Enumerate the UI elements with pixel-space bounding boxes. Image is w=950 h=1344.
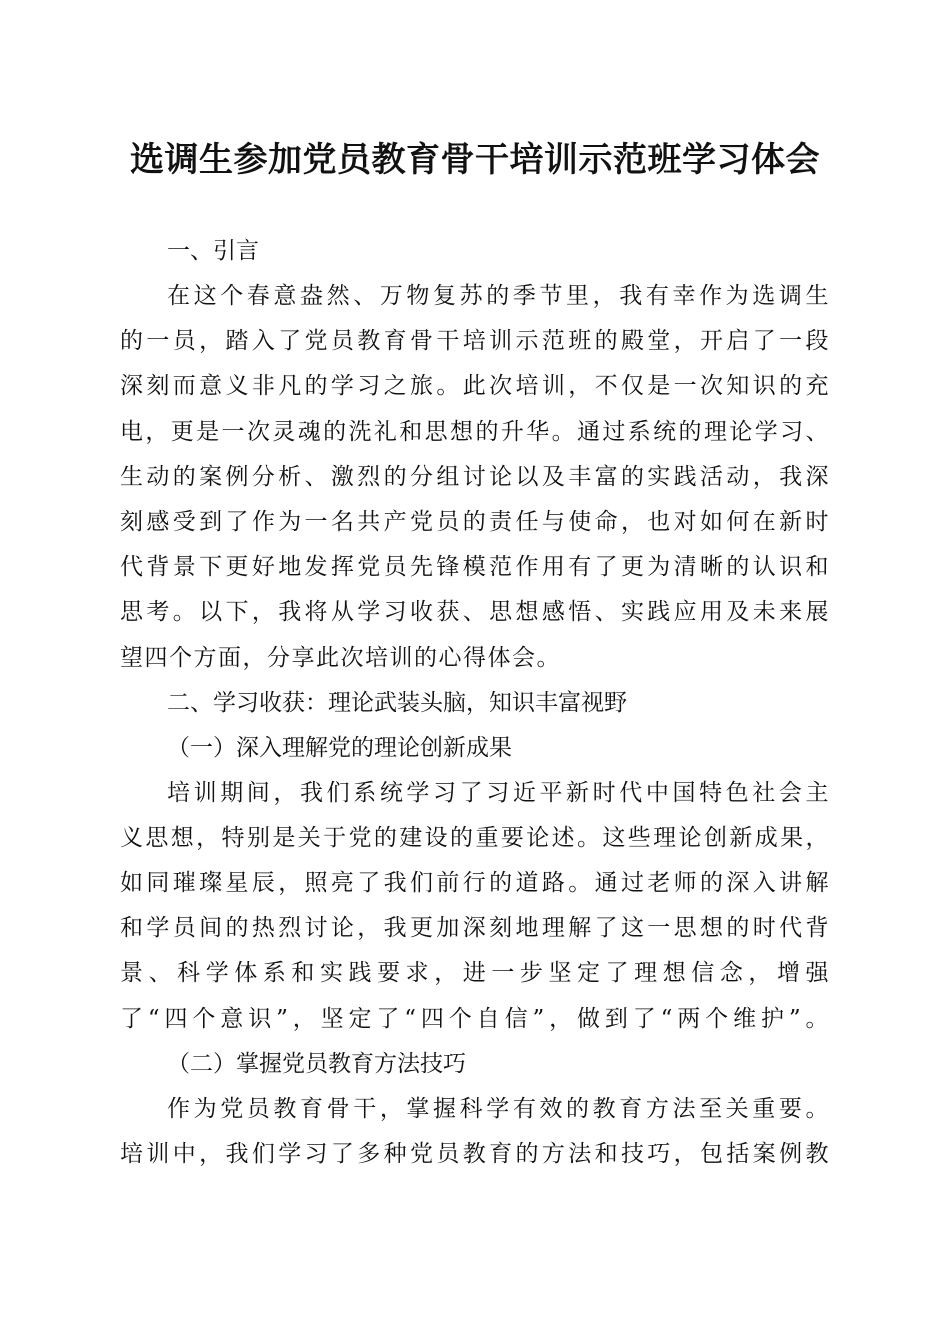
paragraph-line: 代背景下更好地发挥党员先锋模范作用有了更为清晰的认识和 — [120, 554, 830, 581]
paragraph-line: 深刻而意义非凡的学习之旅。此次培训，不仅是一次知识的充 — [120, 373, 830, 400]
subsection-heading-methods: （二）掌握党员教育方法技巧 — [167, 1050, 466, 1077]
paragraph-line: 生动的案例分析、激烈的分组讨论以及丰富的实践活动，我深 — [120, 463, 830, 490]
paragraph-line: 培训中，我们学习了多种党员教育的方法和技巧，包括案例教 — [120, 1141, 830, 1167]
section-heading-intro: 一、引言 — [167, 238, 259, 264]
methods-paragraph — [120, 1087, 830, 1177]
paragraph-line: 和学员间的热烈讨论，我更加深刻地理解了这一思想的时代背 — [120, 915, 830, 942]
paragraph-line: 望四个方面，分享此次培训的心得体会。 — [120, 644, 561, 671]
theory-paragraph — [120, 771, 830, 1042]
paragraph-line: 思考。以下，我将从学习收获、思想感悟、实践应用及未来展 — [120, 599, 830, 626]
paragraph-line: 的一员，踏入了党员教育骨干培训示范班的殿堂，开启了一段 — [120, 328, 830, 355]
document-title: 选调生参加党员教育骨干培训示范班学习体会 — [130, 140, 820, 180]
paragraph-line: 电，更是一次灵魂的洗礼和思想的升华。通过系统的理论学习、 — [120, 418, 830, 445]
intro-paragraph — [120, 274, 830, 681]
paragraph-line: 在这个春意盎然、万物复苏的季节里，我有幸作为选调生 — [167, 283, 830, 309]
document-body — [120, 229, 830, 1177]
paragraph-line: 义思想，特别是关于党的建设的重要论述。这些理论创新成果， — [120, 824, 830, 851]
section-heading-gains: 二、学习收获：理论武装头脑，知识丰富视野 — [167, 689, 627, 716]
subsection-heading-theory: （一）深入理解党的理论创新成果 — [167, 734, 512, 761]
paragraph-line: 了“四个意识”，坚定了“四个自信”，做到了“两个维护”。 — [120, 1005, 830, 1032]
paragraph-line: 培训期间，我们系统学习了习近平新时代中国特色社会主 — [167, 779, 830, 806]
paragraph-line: 景、科学体系和实践要求，进一步坚定了理想信念，增强 — [120, 960, 830, 987]
paragraph-line: 如同璀璨星辰，照亮了我们前行的道路。通过老师的深入讲解 — [120, 870, 830, 897]
paragraph-line: 作为党员教育骨干，掌握科学有效的教育方法至关重要。 — [167, 1095, 830, 1122]
paragraph-line: 刻感受到了作为一名共产党员的责任与使命，也对如何在新时 — [120, 508, 830, 535]
